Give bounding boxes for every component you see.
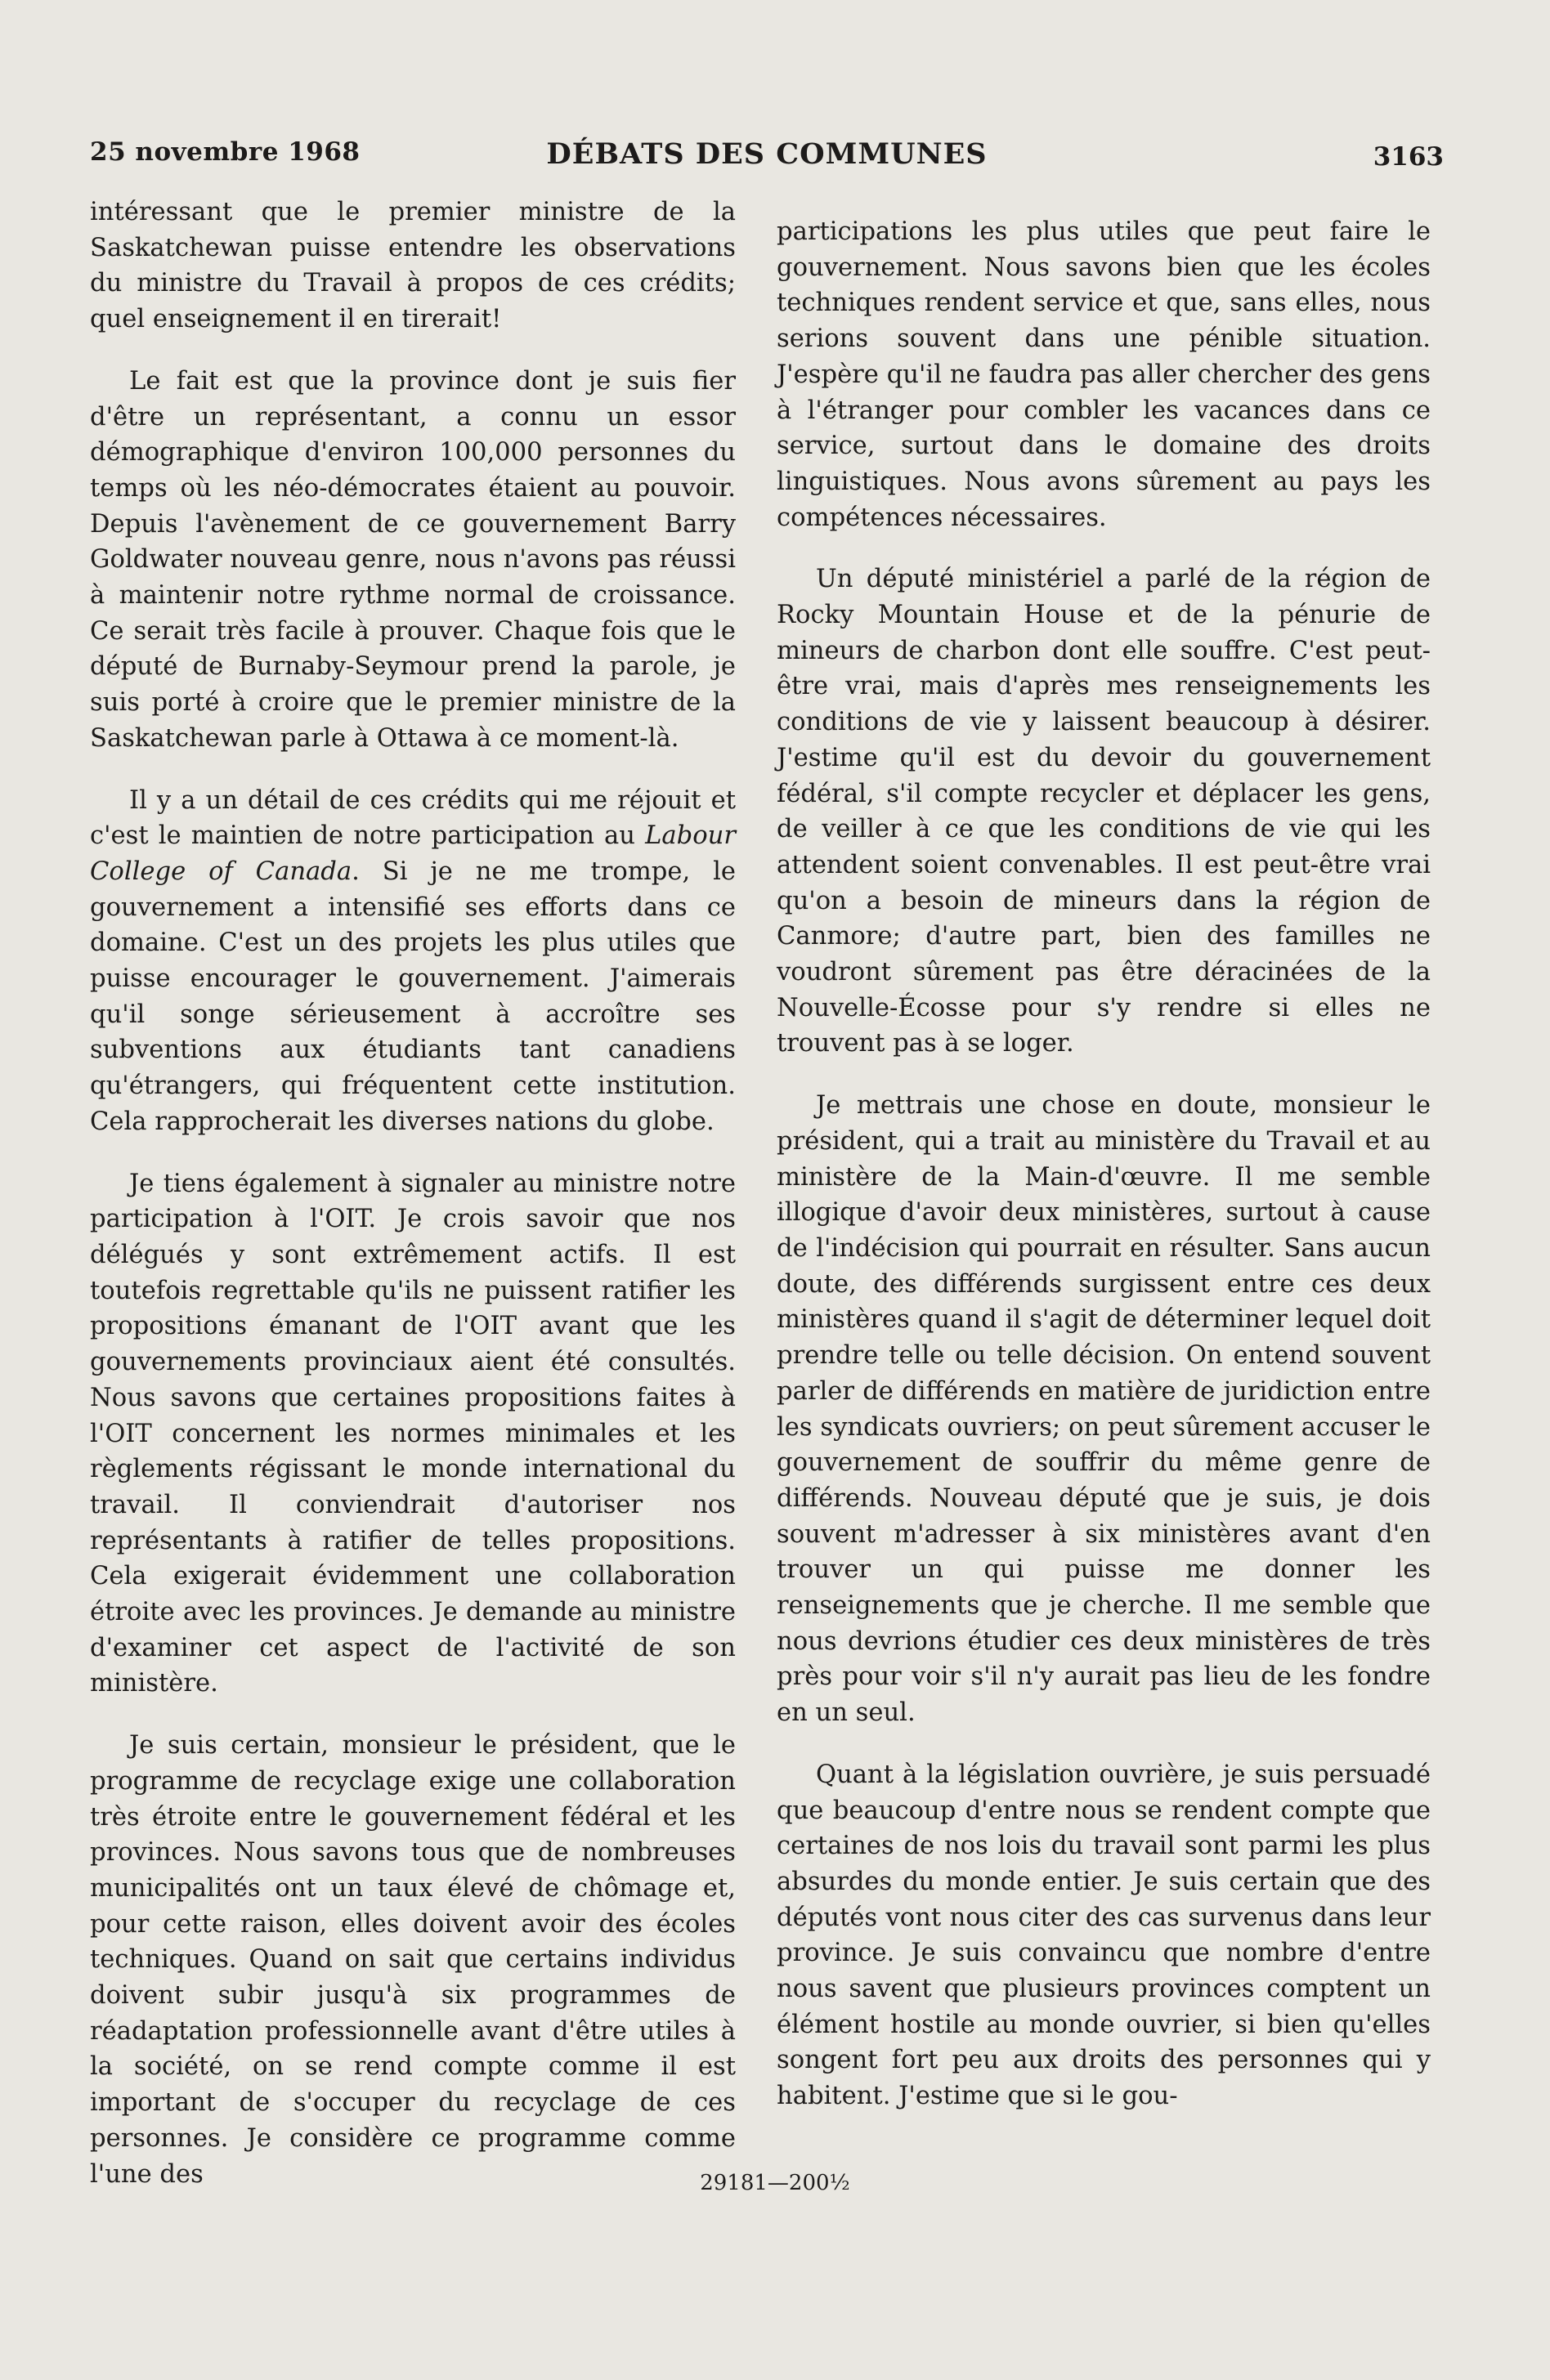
header-title: DÉBATS DES COMMUNES xyxy=(546,137,988,171)
left-paragraph-1: intéressant que le premier ministre de la Saskatchewan puisse entendre les observations du ministre du Travail à propos de ces crédits; quel enseignement il en tirerait! xyxy=(90,198,736,334)
left-paragraph-3-end: . Si je ne me trompe, le gouvernement a intensifié ses efforts dans ce domaine. C'est un des projets les plus utiles que puisse encourager le gouvernement. J'aimerais qu'il songe sérieusement à accroître ses subventions aux étudiants tant canadiens qu'étrangers, qui fréquentent cette institution. Cela rapprocherait les diverses nations du globe. xyxy=(90,857,736,1136)
page-header xyxy=(90,137,1444,186)
header-date: 25 novembre 1968 xyxy=(90,137,361,167)
left-paragraph-4: Je tiens également à signaler au ministre notre participation à l'OIT. Je crois savoir que nos délégués y sont extrêmement actifs. Il est toutefois regrettable qu'ils ne puissent ratifier les propositions émanant de l'OIT avant que les gouvernements provinciaux aient été consultés. Nous savons que certaines propositions faites à l'OIT concernent les normes minimales et les règlements régissant le monde international du travail. Il conviendrait d'autoriser nos représentants à ratifier de telles propositions. Cela exigerait évidemment une collaboration étroite avec les provinces. Je demande au ministre d'examiner cet aspect de l'activité de son ministère. xyxy=(90,1169,736,1698)
left-paragraph-5: Je suis certain, monsieur le président, que le programme de recyclage exige une collaboration très étroite entre le gouvernement fédéral et les provinces. Nous savons tous que de nombreuses municipalités ont un taux élevé de chômage et, pour cette raison, elles doivent avoir des écoles techniques. Quand on sait que certains individus doivent subir jusqu'à six programmes de réadaptation professionnelle avant d'être utiles à la société, on se rend compte comme il est important de s'occuper du recyclage de ces personnes. Je considère ce programme comme l'une des xyxy=(90,1731,736,2189)
left-paragraph-2: Le fait est que la province dont je suis fier d'être un représentant, a connu un essor démographique d'environ 100,000 personnes du temps où les néo-démocrates étaient au pouvoir. Depuis l'avènement de ce gouvernement Barry Goldwater nouveau genre, nous n'avons pas réussi à maintenir notre rythme normal de croissance. Ce serait très facile à prouver. Chaque fois que le député de Burnaby-Seymour prend la parole, je suis porté à croire que le premier ministre de la Saskatchewan parle à Ottawa à ce moment-là. xyxy=(90,366,736,753)
right-paragraph-2: Un député ministériel a parlé de la région de Rocky Mountain House et de la pénurie de mineurs de charbon dont elle souffre. C'est peut-être vrai, mais d'après mes renseignements les conditions de vie y laissent beaucoup à désirer. J'estime qu'il est du devoir du gouvernement fédéral, s'il compte recycler et déplacer les gens, de veiller à ce que les conditions de vie qui les attendent soient convenables. Il est peut-être vrai qu'on a besoin de mineurs dans la région de Canmore; d'autre part, bien des familles ne voudront sûrement pas être déracinées de la Nouvelle-Écosse pour s'y rendre si elles ne trouvent pas à se loger. xyxy=(777,565,1431,1058)
print-signature: 29181—200½ xyxy=(700,2171,850,2195)
left-paragraph-3 xyxy=(90,783,736,1140)
page-number: 3163 xyxy=(1373,142,1444,172)
right-paragraph-1: participations les plus utiles que peut faire le gouvernement. Nous savons bien que les écoles techniques rendent service et que, sans elles, nous serions souvent dans une pénible situation. J'espère qu'il ne faudra pas aller chercher des gens à l'étranger pour combler les vacances dans ce service, surtout dans le domaine des droits linguistiques. Nous avons sûrement au pays les compétences nécessaires. xyxy=(777,217,1431,532)
left-column xyxy=(90,195,736,2192)
right-paragraph-4: Quant à la législation ouvrière, je suis persuadé que beaucoup d'entre nous se rendent compte que certaines de nos lois du travail sont parmi les plus absurdes du monde entier. Je suis certain que des députés vont nous citer des cas survenus dans leur province. Je suis convaincu que nombre d'entre nous savent que plusieurs provinces comptent un élément hostile au monde ouvrier, si bien qu'elles songent fort peu aux droits des personnes qui y habitent. J'estime que si le gou- xyxy=(777,1760,1431,2111)
right-paragraph-3: Je mettrais une chose en doute, monsieur le président, qui a trait au ministère du Travail et au ministère de la Main-d'œuvre. Il me semble illogique d'avoir deux ministères, surtout à cause de l'indécision qui pourrait en résulter. Sans aucun doute, des différends surgissent entre ces deux ministères quand il s'agit de déterminer lequel doit prendre telle ou telle décision. On entend souvent parler de différends en matière de juridiction entre les syndicats ouvriers; on peut sûrement accuser le gouvernement de souffrir du même genre de différends. Nouveau député que je suis, je dois souvent m'adresser à six ministères avant d'en trouver un qui puisse me donner les renseignements que je cherche. Il me semble que nous devrions étudier ces deux ministères de très près pour voir s'il n'y aurait pas lieu de les fondre en un seul. xyxy=(777,1091,1431,1728)
left-paragraph-3-start: Il y a un détail de ces crédits qui me réjouit et c'est le maintien de notre participation au xyxy=(90,785,736,851)
labour-college-title: Labour College of Canada xyxy=(90,821,736,886)
right-column xyxy=(777,214,1431,2114)
